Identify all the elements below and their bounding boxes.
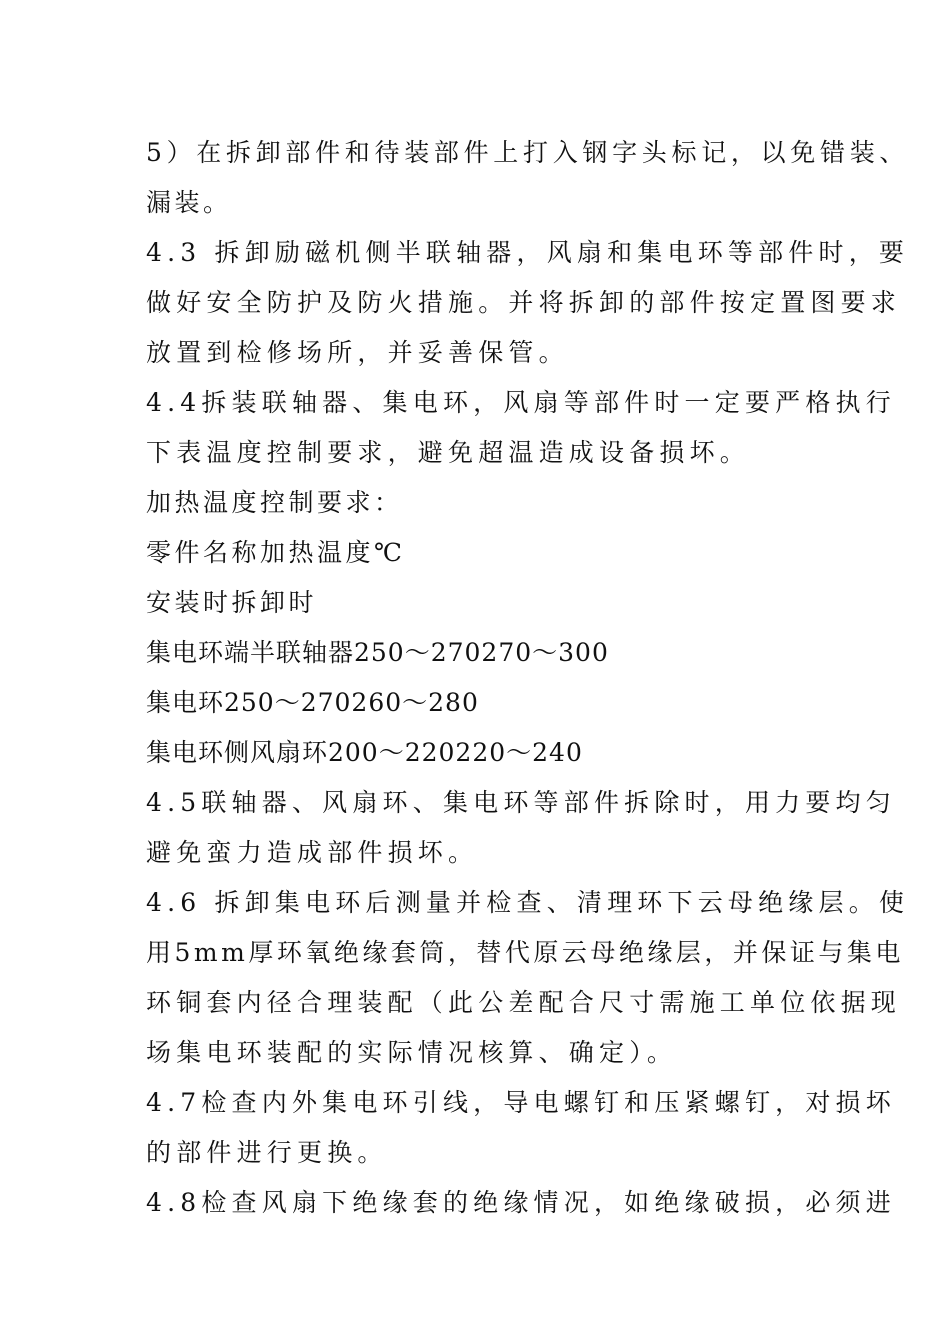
text-line: 4.7检查内外集电环引线，导电螺钉和压紧螺钉，对损坏 <box>146 1088 896 1117</box>
text-line: 4.8检查风扇下绝缘套的绝缘情况，如绝缘破损，必须进 <box>146 1188 896 1217</box>
text-line: 零件名称加热温度℃ <box>146 538 406 567</box>
text-line: 4.5联轴器、风扇环、集电环等部件拆除时，用力要均匀 <box>146 788 896 817</box>
text-line: 集电环250～270260～280 <box>146 688 479 717</box>
text-line: 集电环端半联轴器250～270270～300 <box>146 638 609 667</box>
text-line: 安装时拆卸时 <box>146 588 318 617</box>
text-line: 下表温度控制要求，避免超温造成设备损坏。 <box>146 438 751 467</box>
text-line: 集电环侧风扇环200～220220～240 <box>146 738 583 767</box>
text-line: 漏装。 <box>146 188 232 217</box>
text-line: 场集电环装配的实际情况核算、确定）。 <box>146 1038 678 1067</box>
text-line: 的部件进行更换。 <box>146 1138 388 1167</box>
text-line: 4.6 拆卸集电环后测量并检查、清理环下云母绝缘层。使 <box>146 888 910 917</box>
text-line: 5）在拆卸部件和待装部件上打入钢字头标记，以免错装、 <box>146 138 910 167</box>
text-line: 避免蛮力造成部件损坏。 <box>146 838 479 867</box>
text-line: 放置到检修场所，并妥善保管。 <box>146 338 569 367</box>
text-line: 环铜套内径合理装配（此公差配合尺寸需施工单位依据现 <box>146 988 902 1017</box>
text-line: 用5mm厚环氧绝缘套筒，替代原云母绝缘层，并保证与集电 <box>146 938 904 967</box>
text-line: 加热温度控制要求： <box>146 488 403 517</box>
text-line: 4.4拆装联轴器、集电环，风扇等部件时一定要严格执行 <box>146 388 896 417</box>
text-line: 4.3 拆卸励磁机侧半联轴器，风扇和集电环等部件时，要 <box>146 238 910 267</box>
text-line: 做好安全防护及防火措施。并将拆卸的部件按定置图要求 <box>146 288 902 317</box>
